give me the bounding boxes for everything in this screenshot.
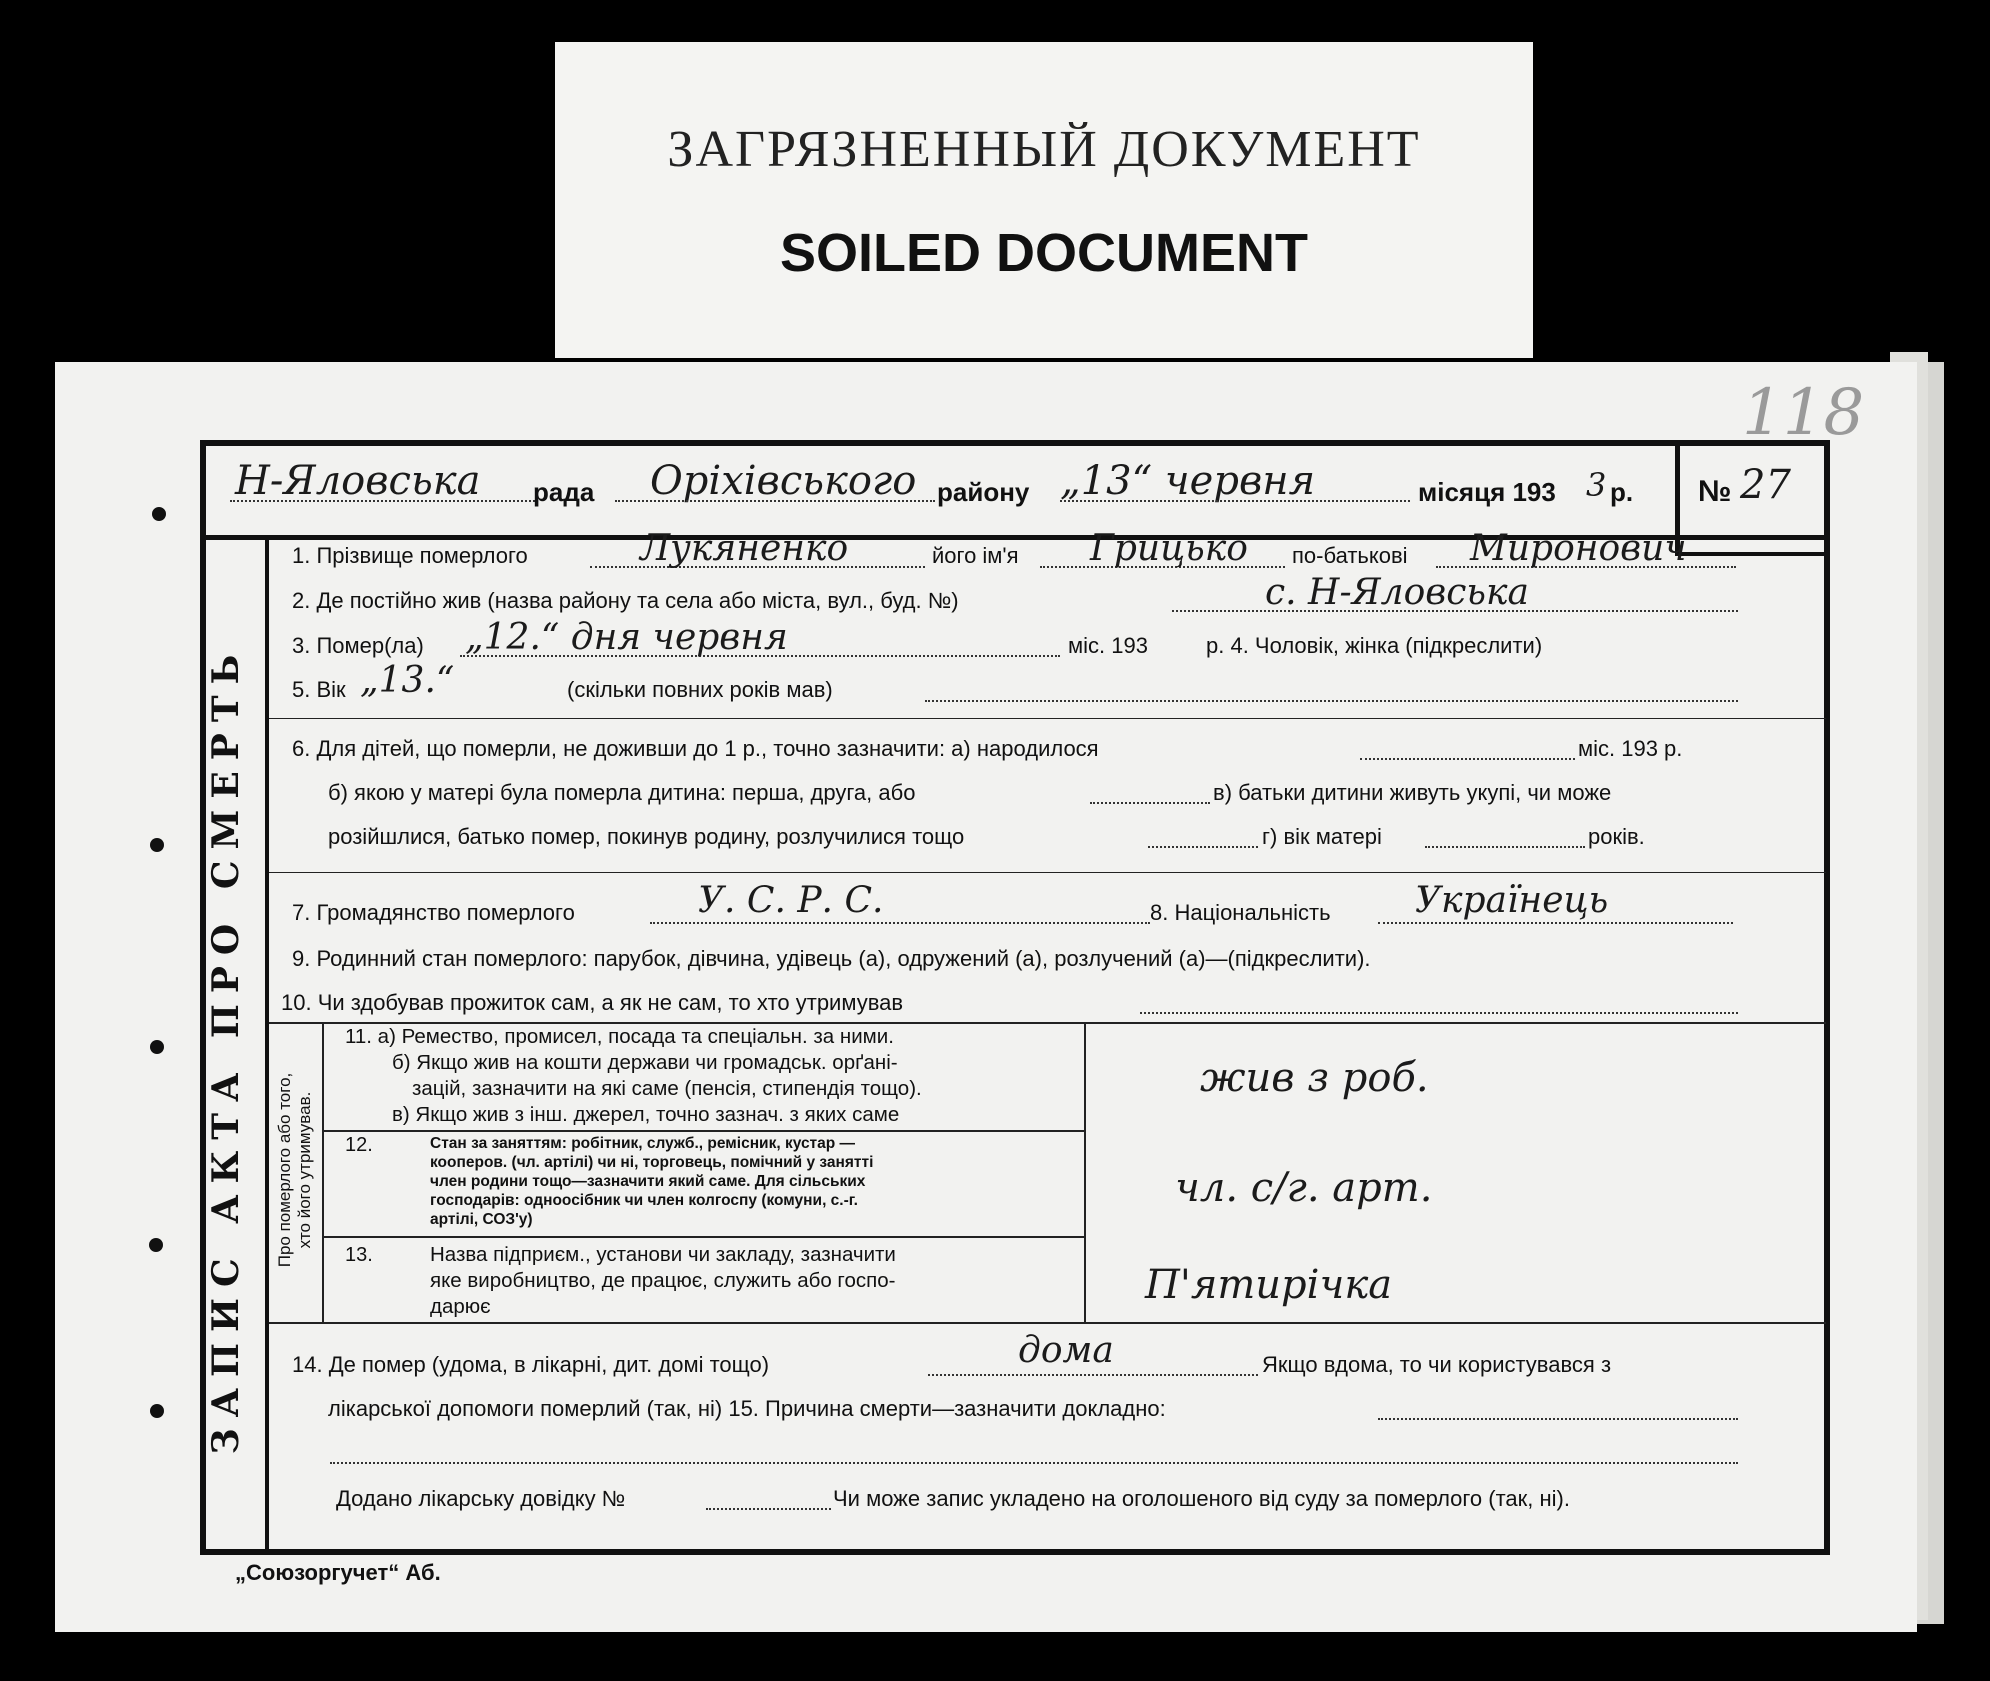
workplace-line: Назва підприєм., установи чи закладу, зазначити — [430, 1243, 896, 1266]
workplace-line: яке виробництво, де працює, служить або госпо- — [430, 1269, 896, 1292]
employment-status-line: артілі, СОЗ'у) — [430, 1211, 533, 1228]
nationality-label: 8. Національність — [1150, 900, 1331, 925]
death-date-label: 3. Помер(ла) — [292, 633, 424, 658]
age-label: 5. Вік — [292, 677, 346, 702]
soiled-label-en: SOILED DOCUMENT — [779, 223, 1308, 283]
year-handwritten: 3 — [1586, 466, 1607, 504]
surname-value: Лукяненко — [640, 528, 849, 569]
block-side-line: Про померлого або того, — [275, 1072, 294, 1268]
employment-status-line: член родини тощо—зазначити який саме. Для сільських — [430, 1173, 866, 1190]
infant-order-label: б) якою у матері була померла дитина: перша, друга, або — [328, 780, 916, 805]
occupation-line: б) Якщо жив на кошти держави чи громадськ. орґані- — [392, 1051, 898, 1074]
occupation-value: жив з роб. — [1200, 1055, 1429, 1101]
soiled-label-ru: ЗАГРЯЗНЕННЫЙ ДОКУМЕНТ — [667, 121, 1421, 178]
number-label: № — [1698, 475, 1732, 508]
citizenship-value: У. С. Р. С. — [698, 880, 884, 921]
patronymic-label: по-батькові — [1292, 543, 1408, 568]
support-label: 10. Чи здобував прожиток сам, а як не сам, то хто утримував — [281, 990, 904, 1015]
nationality-value: Українець — [1415, 880, 1609, 921]
sex-label: р. 4. Чоловік, жінка (підкреслити) — [1206, 633, 1543, 658]
patronymic-value: Миронович — [1470, 528, 1687, 569]
workplace-number: 13. — [345, 1244, 373, 1266]
punch-hole — [150, 1040, 164, 1054]
employment-status-label — [430, 1134, 873, 1229]
occupation-label — [345, 1024, 922, 1128]
soiled-label — [555, 42, 1533, 358]
punch-hole — [149, 1238, 163, 1252]
employment-status-line: Стан за заняттям: робітник, служб., ремісник, кустар — — [430, 1135, 856, 1152]
workplace-line: дарює — [430, 1295, 491, 1318]
record-number: 27 — [1740, 462, 1791, 508]
archive-page-number: 118 — [1742, 376, 1865, 450]
surname-label: 1. Прізвище померлого — [292, 543, 528, 568]
district-handwritten: Оріхівського — [650, 458, 917, 504]
medical-aid-label: Якщо вдома, то чи користувався з — [1262, 1352, 1612, 1377]
death-place-label: 14. Де помер (удома, в лікарні, дит. домі тощо) — [292, 1352, 770, 1377]
year-suffix: р. — [1610, 477, 1634, 507]
court-label: Чи може запис укладено на оголошеного від суду за померлого (так, ні). — [833, 1486, 1570, 1511]
side-divider — [265, 535, 269, 1555]
cause-label: лікарської допомоги померлий (так, ні) 15. Причина смерти—зазначити докладно: — [328, 1396, 1166, 1421]
infant-birth-label: 6. Для дітей, що померли, не доживши до 1 р., точно зазначити: а) народилося — [292, 736, 1099, 761]
block-side-line: хто його утримував. — [295, 1091, 314, 1249]
infant-birth-month: міс. 193 р. — [1578, 736, 1683, 761]
certificate-label: Додано лікарську довідку № — [336, 1486, 626, 1511]
punch-hole — [150, 1404, 164, 1418]
death-place-value: дома — [1018, 1330, 1114, 1371]
citizenship-label: 7. Громадянство померлого — [292, 900, 575, 925]
age-note: (скільки повних років мав) — [567, 677, 833, 702]
employment-status-value: чл. с/г. арт. — [1175, 1165, 1433, 1211]
printer-imprint: „Союзоргучет“ Аб. — [235, 1560, 441, 1585]
age-value: „13.“ — [360, 660, 455, 701]
rada-handwritten: Н-Яловська — [235, 458, 481, 504]
status-number: 12. — [345, 1134, 373, 1156]
residence-value: с. Н-Яловська — [1265, 572, 1529, 613]
block-side-label — [275, 1073, 315, 1268]
punch-hole — [152, 507, 166, 521]
workplace-label — [430, 1242, 896, 1320]
employment-status-line: кооперов. (чл. артілі) чи ні, торговець, помічний у занятті — [430, 1154, 874, 1171]
death-date-value: „12.“ дня червня — [465, 617, 788, 658]
parents-label: в) батьки дитини живуть укупі, чи може — [1213, 780, 1612, 805]
occupation-line: в) Якщо жив з інш. джерел, точно зазнач. з яких саме — [392, 1103, 900, 1126]
death-month-label: міс. 193 — [1068, 633, 1148, 658]
workplace-value: П'ятирічка — [1145, 1262, 1393, 1308]
number-box-divider — [1675, 552, 1830, 556]
rada-label: рада — [533, 477, 595, 507]
mother-age-suffix: років. — [1588, 824, 1645, 849]
occupation-line: зацій, зазначити на які саме (пенсія, стипендія тощо). — [412, 1077, 922, 1100]
occupation-line: 11. а) Ремество, промисел, посада та спеціальн. за ними. — [345, 1025, 894, 1048]
residence-label: 2. Де постійно жив (назва району та села або міста, вул., буд. №) — [292, 588, 959, 613]
name-value: Грицько — [1090, 528, 1248, 569]
side-title: ЗАПИС АКТА ПРО СМЕРТЬ — [205, 643, 247, 1455]
punch-hole — [150, 838, 164, 852]
marital-status-label: 9. Родинний стан померлого: парубок, дівчина, удівець (а), одружений (а), розлучений (а)—(підкреслити). — [292, 946, 1371, 971]
district-label: району — [937, 477, 1030, 507]
month-year-label: місяця 193 — [1418, 477, 1556, 507]
employment-status-line: господарів: одноосібник чи член колгоспу (комуни, с.-г. — [430, 1192, 858, 1209]
name-label: його ім'я — [932, 543, 1019, 568]
mother-age-label: г) вік матері — [1262, 824, 1382, 849]
date-handwritten: „13“ червня — [1060, 458, 1316, 504]
parents-status-label: розійшлися, батько помер, покинув родину, розлучилися тощо — [328, 824, 965, 849]
